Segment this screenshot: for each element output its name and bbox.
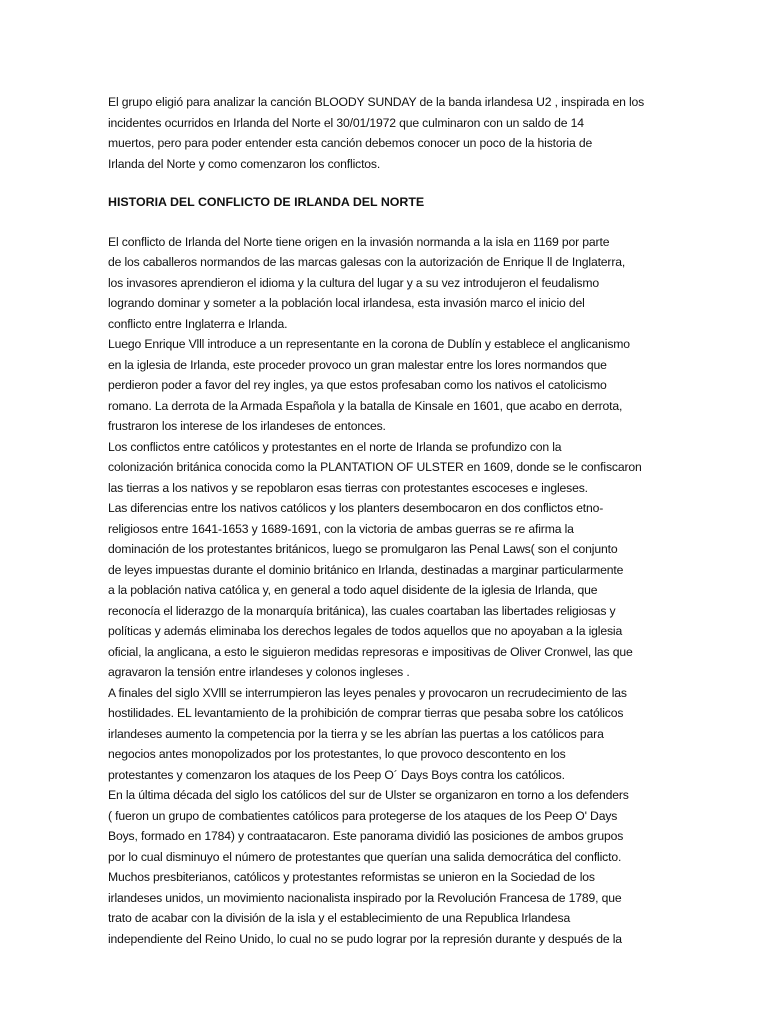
text-line: A finales del siglo XVlll se interrumpieron las leyes penales y provocaron un recrudecimiento de las <box>108 685 627 700</box>
text-line: a la población nativa católica y, en general a todo aquel disidente de la iglesia de Irlanda, que <box>108 583 598 597</box>
text-line: políticas y además eliminaba los derechos legales de todos aquellos que no apoyaban a la iglesia <box>108 624 623 638</box>
text-line: religiosos entre 1641-1653 y 1689-1691, con la victoria de ambas guerras se re afirma la <box>108 521 574 536</box>
text-line: Boys, formado en 1784) y contraatacaron. Este panorama dividió las posiciones de ambos grupos <box>108 829 624 843</box>
text-line: perdieron poder a favor del rey ingles, ya que estos profesaban como los nativos el catolicismo <box>108 378 607 392</box>
text-line: Irlanda del Norte y como comenzaron los conflictos. <box>108 156 381 171</box>
body-paragraph <box>108 232 660 950</box>
text-line: de los caballeros normandos de las marcas galesas con la autorización de Enrique ll de Inglaterra, <box>108 255 626 269</box>
text-line: En la última década del siglo los católicos del sur de Ulster se organizaron en torno a los defenders <box>108 788 629 802</box>
text-line: irlandeses aumento la competencia por la tierra y se les abrían las puertas a los católicos para <box>108 726 604 741</box>
text-line: ( fueron un grupo de combatientes católicos para protegerse de los ataques de los Peep O' Days <box>108 808 618 823</box>
text-line: irlandeses unidos, un movimiento nacionalista inspirado por la Revolución Francesa de 1789, que <box>108 890 622 905</box>
text-line: agravaron la tensión entre irlandeses y colonos ingleses . <box>108 665 410 679</box>
text-line: los invasores aprendieron el idioma y la cultura del lugar y a su vez introdujeron el feudalismo <box>108 275 599 290</box>
text-line: en la iglesia de Irlanda, este proceder provoco un gran malestar entre los lores normandos que <box>108 357 607 372</box>
section-heading: HISTORIA DEL CONFLICTO DE IRLANDA DEL NORTE <box>108 195 425 209</box>
text-line: romano. La derrota de la Armada Española y la batalla de Kinsale en 1601, que acabo en derrota, <box>108 398 623 413</box>
text-line: frustraron los interese de los irlandeses de entonces. <box>108 419 386 433</box>
text-line: negocios antes monopolizados por los protestantes, lo que provoco descontento en los <box>108 747 566 761</box>
text-line: protestantes y comenzaron los ataques de los Peep O´ Days Boys contra los católicos. <box>108 767 565 782</box>
intro-paragraph <box>108 92 660 174</box>
text-line: de leyes impuestas durante el dominio británico en Irlanda, destinadas a marginar particularmente <box>108 562 624 577</box>
text-line: El conflicto de Irlanda del Norte tiene origen en la invasión normanda a la isla en 1169 por parte <box>108 234 610 249</box>
text-line: Las diferencias entre los nativos católicos y los planters desembocaron en dos conflictos etno- <box>108 501 604 515</box>
text-line: trato de acabar con la división de la isla y el establecimiento de una Republica Irlandesa <box>108 911 571 925</box>
text-line: logrando dominar y someter a la población local irlandesa, esta invasión marco el inicio del <box>108 296 585 310</box>
text-line: las tierras a los nativos y se repoblaron esas tierras con protestantes escoceses e ingleses. <box>108 480 588 495</box>
text-line: Los conflictos entre católicos y protestantes en el norte de Irlanda se profundizo con la <box>108 439 562 454</box>
text-line: muertos, pero para poder entender esta canción debemos conocer un poco de la historia de <box>108 136 593 150</box>
text-line: incidentes ocurridos en Irlanda del Norte el 30/01/1972 que culminaron con un saldo de 14 <box>108 115 584 130</box>
text-line: dominación de los protestantes británicos, luego se promulgaron las Penal Laws( son el conjunto <box>108 542 618 556</box>
text-line: hostilidades. EL levantamiento de la prohibición de comprar tierras que pesaba sobre los católicos <box>108 706 624 720</box>
text-line: Luego Enrique Vlll introduce a un representante en la corona de Dublín y establece el anglicanismo <box>108 337 630 351</box>
text-line: por lo cual disminuyo el número de protestantes que querían una salida democrática del conflicto. <box>108 849 622 864</box>
text-line: conflicto entre Inglaterra e Irlanda. <box>108 316 288 331</box>
text-line: independiente del Reino Unido, lo cual no se pudo lograr por la represión durante y después de la <box>108 931 622 946</box>
text-line: oficial, la anglicana, a esto le siguieron medidas represoras e impositivas de Oliver Cronwel, las que <box>108 644 633 659</box>
text-line: reconocía el liderazgo de la monarquía británica), las cuales coartaban las libertades religiosas y <box>108 603 616 618</box>
text-line: colonización británica conocida como la PLANTATION OF ULSTER en 1609, donde se le confiscaron <box>108 460 642 474</box>
document-content <box>108 92 660 949</box>
text-line: El grupo eligió para analizar la canción BLOODY SUNDAY de la banda irlandesa U2 , inspirada en los <box>108 95 645 109</box>
text-line: Muchos presbiterianos, católicos y protestantes reformistas se unieron en la Sociedad de los <box>108 870 595 884</box>
